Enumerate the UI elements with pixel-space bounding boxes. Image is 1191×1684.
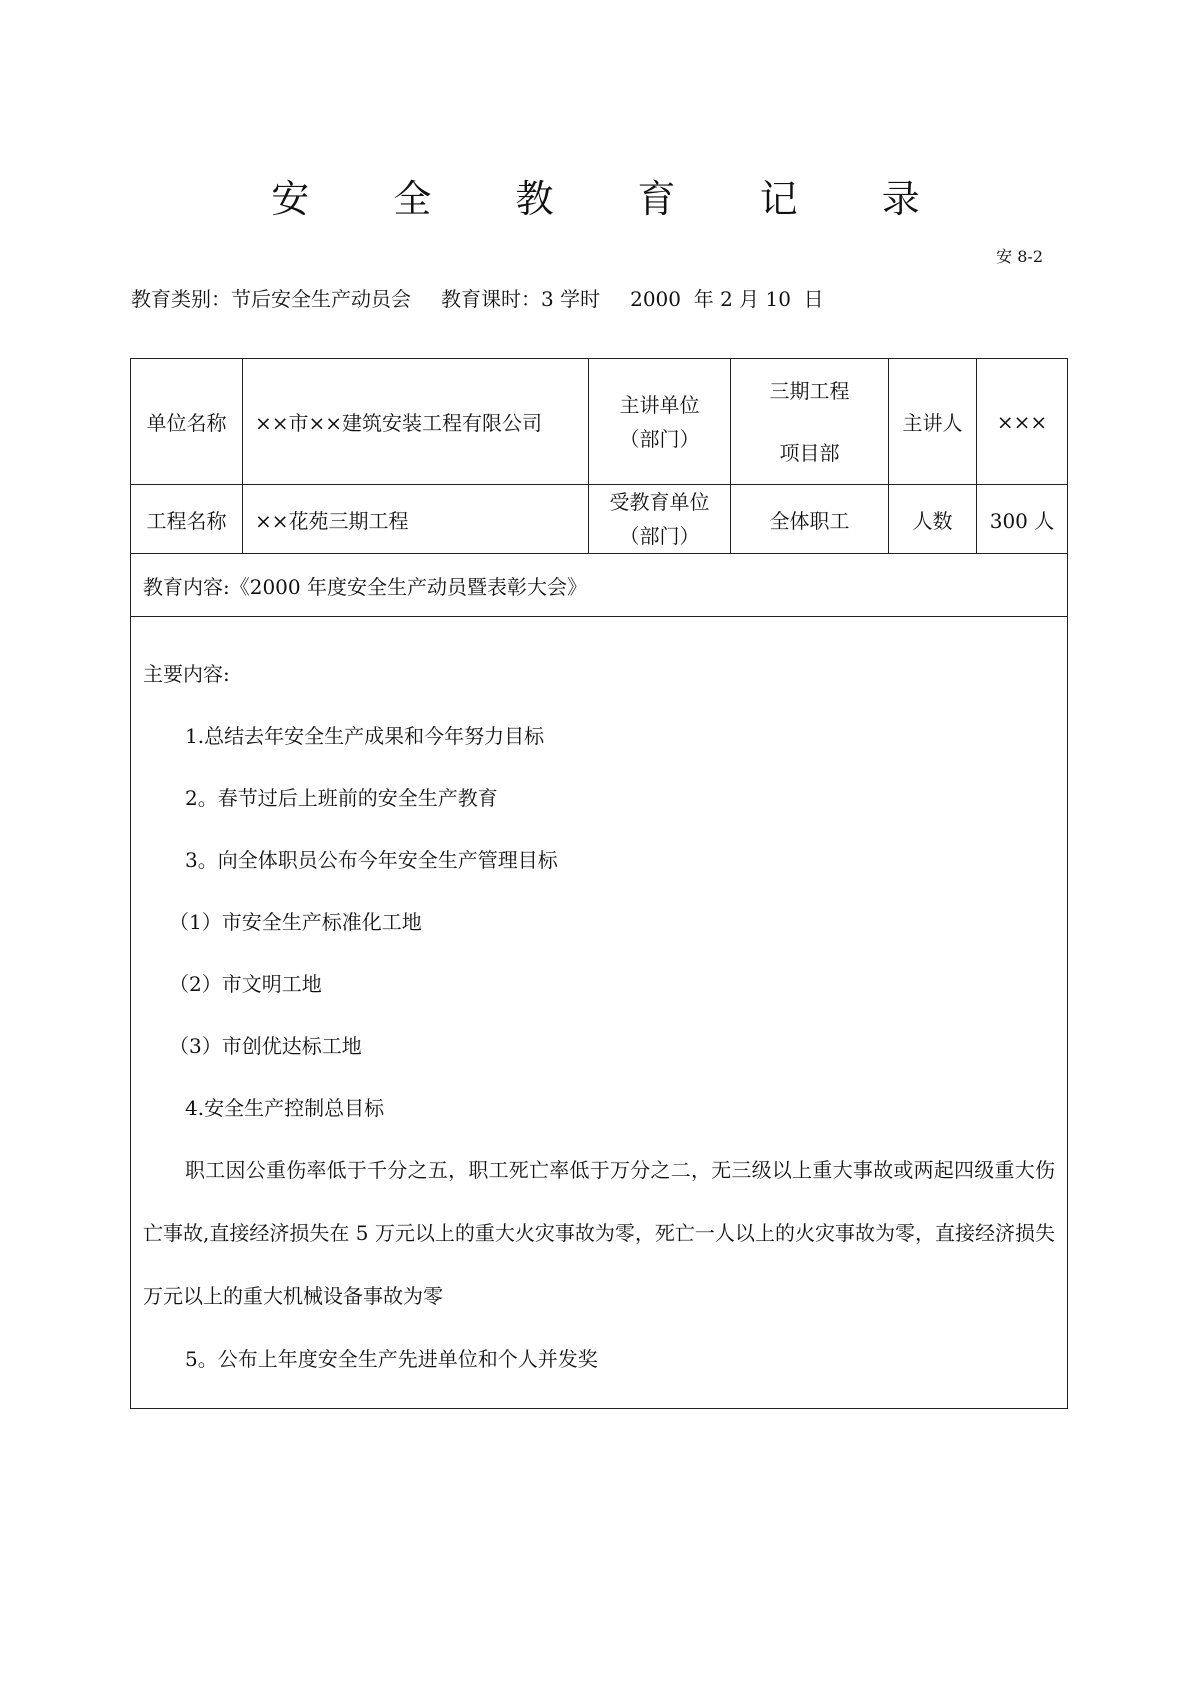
lecturer-value: ××× (977, 359, 1068, 485)
sub-list-item: （1）市安全生产标准化工地 (169, 910, 422, 934)
lecture-unit-value-line2: 项目部 (779, 440, 840, 465)
list-item: 5。公布上年度安全生产先进单位和个人并发奖 (185, 1347, 598, 1371)
project-name-label: 工程名称 (131, 485, 243, 554)
project-name-value: ××花苑三期工程 (243, 485, 589, 554)
lecture-unit-value-line1: 三期工程 (769, 378, 850, 403)
list-item: 1.总结去年安全生产成果和今年努力目标 (185, 724, 545, 748)
form-code: 安 8-2 (996, 247, 1043, 266)
table-row (131, 359, 1068, 485)
meta-line (131, 283, 854, 312)
education-hours: 教育课时：3 学时 (441, 287, 601, 311)
main-content-cell (131, 617, 1068, 1409)
education-date: 2000 年 2 月 10 日 (630, 287, 824, 311)
list-item: 2。春节过后上班前的安全生产教育 (185, 786, 498, 810)
headcount-value: 300 人 (977, 485, 1068, 554)
lecture-unit-label (589, 359, 731, 485)
trainee-unit-value: 全体职工 (731, 485, 889, 554)
sub-list-item: （3）市创优达标工地 (169, 1034, 362, 1058)
trainee-unit-label-line1: 受教育单位 (609, 490, 710, 514)
lecture-unit-label-line2: （部门） (619, 426, 700, 451)
headcount-label: 人数 (889, 485, 977, 554)
table-row (131, 485, 1068, 554)
trainee-unit-label-line2: （部门） (619, 524, 700, 548)
document-title: 安 全 教 育 记 录 (271, 177, 956, 221)
education-category: 教育类别：节后安全生产动员会 (131, 287, 411, 311)
list-item: 4.安全生产控制总目标 (185, 1096, 385, 1120)
table-row (131, 554, 1068, 617)
unit-name-label: 单位名称 (131, 359, 243, 485)
target-paragraph: 职工因公重伤率低于千分之五，职工死亡率低于万分之二，无三级以上重大事故或两起四级重大伤亡事故,直接经济损失在 5 万元以上的重大火灾事故为零，死亡一人以上的火灾事故为零，直接经济损失万元以上的重大机械设备事故为零 (143, 1158, 1055, 1308)
list-item: 3。向全体职员公布今年安全生产管理目标 (185, 848, 558, 872)
sub-list-item: （2）市文明工地 (169, 972, 322, 996)
lecturer-label: 主讲人 (889, 359, 977, 485)
education-content: 教育内容:《2000 年度安全生产动员暨表彰大会》 (131, 554, 1068, 617)
lecture-unit-label-line1: 主讲单位 (619, 392, 700, 417)
education-record-table (130, 358, 1068, 1409)
trainee-unit-label (589, 485, 731, 554)
unit-name-value: ××市××建筑安装工程有限公司 (243, 359, 589, 485)
lecture-unit-value (731, 359, 889, 485)
main-content-label: 主要内容: (143, 662, 230, 686)
table-row (131, 617, 1068, 1409)
